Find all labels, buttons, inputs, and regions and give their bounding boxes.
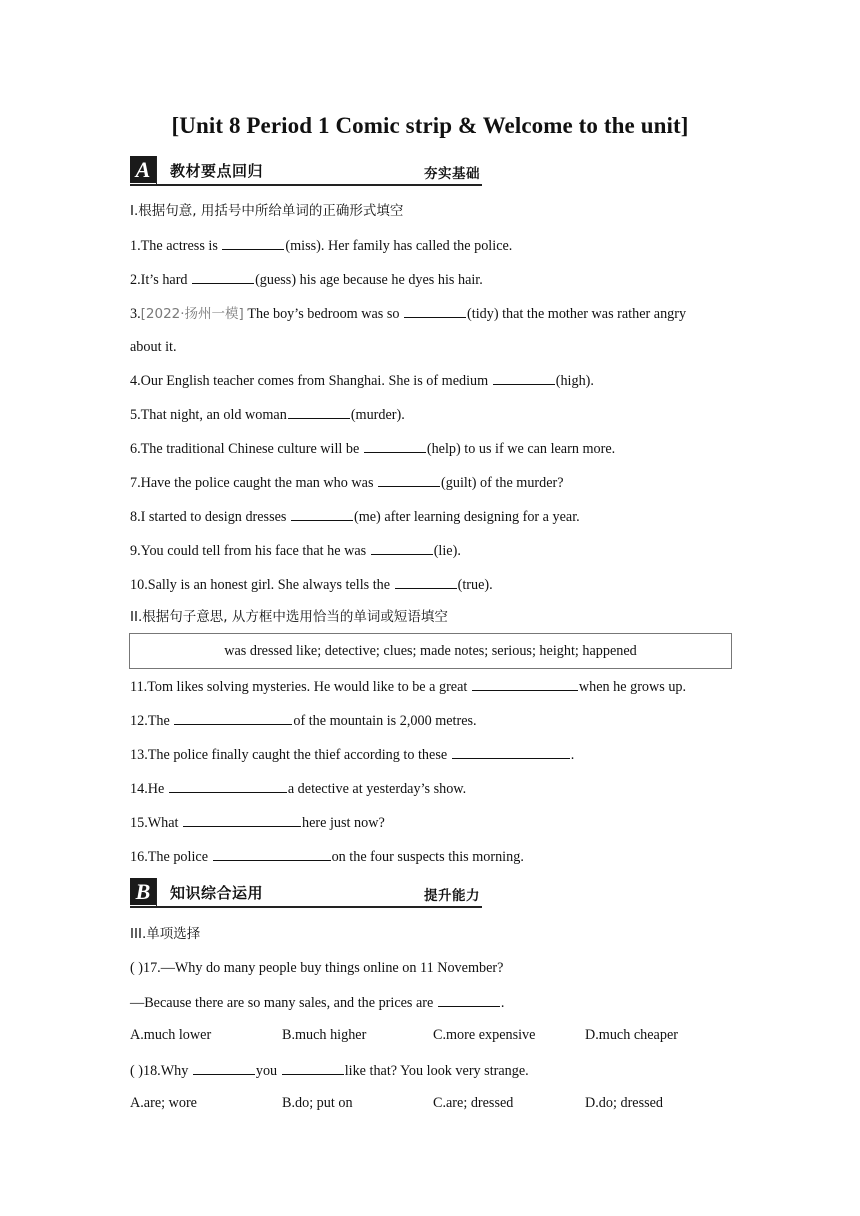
question-15: 15.What here just now? [130, 815, 385, 831]
answer-blank[interactable] [192, 270, 254, 284]
question-18: ( )18.Why you like that? You look very strange. [130, 1063, 529, 1079]
banner-underline [130, 184, 482, 186]
option-d[interactable]: D.do; dressed [585, 1095, 664, 1111]
section-b-banner [130, 878, 482, 908]
section-b-badge: B [130, 878, 156, 905]
banner-divider [156, 156, 157, 186]
answer-blank[interactable] [472, 677, 578, 691]
question-source: [2022·扬州一模] [140, 306, 244, 322]
answer-blank[interactable] [169, 779, 287, 793]
question-3-continued: about it. [130, 339, 177, 355]
question-6: 6.The traditional Chinese culture will be (help) to us if we can learn more. [130, 441, 616, 457]
answer-blank[interactable] [213, 847, 331, 861]
question-7: 7.Have the police caught the man who was (guilt) of the murder? [130, 475, 564, 491]
answer-blank[interactable] [282, 1061, 344, 1075]
section-a-subtitle: 夯实基础 [424, 166, 480, 182]
question-14: 14.He a detective at yesterday’s show. [130, 781, 467, 797]
answer-blank[interactable] [452, 745, 570, 759]
question-12: 12.The of the mountain is 2,000 metres. [130, 713, 477, 729]
section-b-subtitle: 提升能力 [424, 888, 480, 904]
option-c[interactable]: C.more expensive [433, 1027, 536, 1043]
answer-blank[interactable] [493, 371, 555, 385]
option-a[interactable]: A.are; wore [130, 1095, 197, 1111]
banner-underline [130, 906, 482, 908]
question-16: 16.The police on the four suspects this morning. [130, 849, 524, 865]
question-4: 4.Our English teacher comes from Shanghai. She is of medium (high). [130, 373, 594, 389]
question-2: 2.It’s hard (guess) his age because he dyes his hair. [130, 272, 483, 288]
part3-heading: III.单项选择 [130, 926, 201, 942]
option-b[interactable]: B.do; put on [282, 1095, 353, 1111]
answer-blank[interactable] [378, 473, 440, 487]
option-d[interactable]: D.much cheaper [585, 1027, 678, 1043]
word-box: was dressed like; detective; clues; made notes; serious; height; happened [129, 633, 732, 669]
answer-blank[interactable] [288, 405, 350, 419]
question-17-line2: —Because there are so many sales, and the prices are . [130, 995, 505, 1011]
option-a[interactable]: A.much lower [130, 1027, 212, 1043]
question-11: 11.Tom likes solving mysteries. He would like to be a great when he grows up. [130, 679, 687, 695]
answer-blank[interactable] [183, 813, 301, 827]
question-5: 5.That night, an old woman (murder). [130, 407, 405, 423]
question-17: ( )17.—Why do many people buy things online on 11 November? [130, 960, 504, 976]
answer-blank[interactable] [193, 1061, 255, 1075]
question-8: 8.I started to design dresses (me) after learning designing for a year. [130, 509, 580, 525]
option-c[interactable]: C.are; dressed [433, 1095, 514, 1111]
section-b-title: 知识综合运用 [170, 884, 264, 902]
question-9: 9.You could tell from his face that he was (lie). [130, 543, 461, 559]
answer-blank[interactable] [404, 304, 466, 318]
answer-blank[interactable] [222, 236, 284, 250]
section-a-banner [130, 156, 482, 186]
answer-blank[interactable] [291, 507, 353, 521]
option-b[interactable]: B.much higher [282, 1027, 367, 1043]
section-a-title: 教材要点回归 [170, 162, 264, 180]
question-13: 13.The police finally caught the thief according to these . [130, 747, 575, 763]
question-1: 1.The actress is (miss). Her family has called the police. [130, 238, 513, 254]
part2-heading: II.根据句子意思, 从方框中选用恰当的单词或短语填空 [130, 609, 448, 625]
answer-blank[interactable] [371, 541, 433, 555]
answer-blank[interactable] [438, 993, 500, 1007]
answer-blank[interactable] [395, 575, 457, 589]
answer-blank[interactable] [364, 439, 426, 453]
part1-heading: I.根据句意, 用括号中所给单词的正确形式填空 [130, 203, 404, 219]
page-title: [Unit 8 Period 1 Comic strip & Welcome to the unit] [171, 113, 689, 138]
answer-blank[interactable] [174, 711, 292, 725]
banner-divider [156, 878, 157, 908]
question-10: 10.Sally is an honest girl. She always tells the (true). [130, 577, 493, 593]
question-3: 3.[2022·扬州一模] The boy’s bedroom was so (tidy) that the mother was rather angry [130, 306, 687, 322]
section-a-badge: A [130, 156, 156, 183]
